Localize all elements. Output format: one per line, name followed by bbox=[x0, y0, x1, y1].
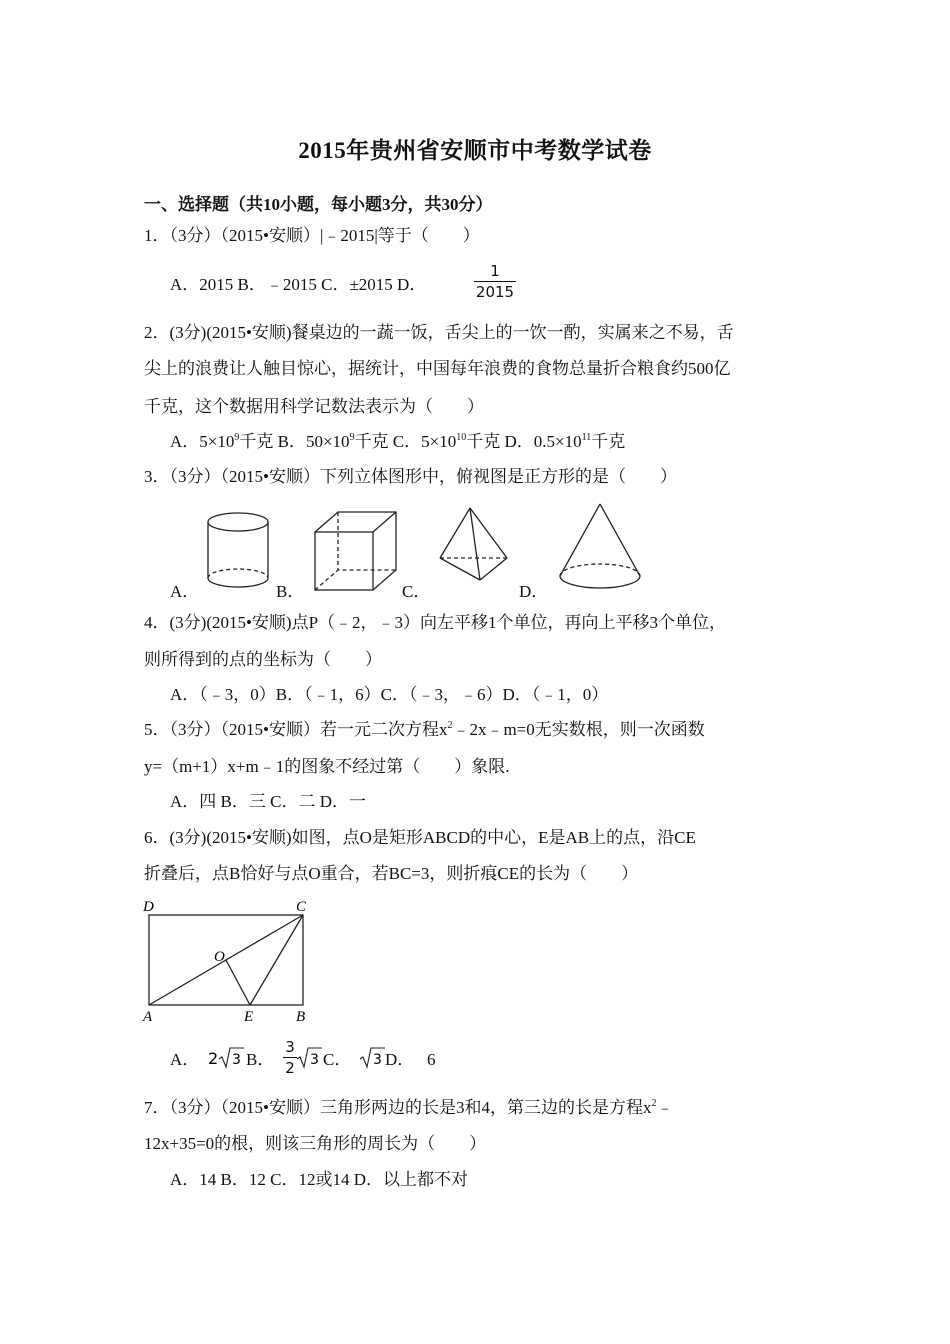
q7-line1 bbox=[144, 1096, 824, 1120]
q6-opt-b-label: B． bbox=[246, 1050, 275, 1069]
q1-stem: 1．（3分）（2015•安顺）|﹣2015|等于（ ） bbox=[144, 226, 480, 245]
q2-line1: 2．(3分)(2015•安顺)餐桌边的一蔬一饭，舌尖上的一饮一酌，实属来之不易，舌 bbox=[144, 323, 734, 342]
q3-solids-figure bbox=[195, 500, 655, 600]
q2-optD-tail: 千克 bbox=[591, 432, 626, 451]
q3-label-d: D． bbox=[519, 582, 549, 601]
q2-optD-exp: 11 bbox=[581, 432, 592, 443]
q5-line1-a: 5．（3分）（2015•安顺）若一元二次方程x bbox=[144, 720, 448, 739]
label-o: O bbox=[214, 949, 225, 965]
q2-line3: 千克，这个数据用科学记数法表示为（ ） bbox=[144, 397, 484, 416]
q6-line2: 折叠后，点B恰好与点O重合，若BC=3，则折痕CE的长为（ ） bbox=[144, 864, 639, 883]
q7-exp: 2 bbox=[651, 1098, 657, 1109]
pyramid-figure bbox=[440, 508, 507, 580]
q6-a-coef: 2 bbox=[208, 1049, 219, 1068]
q6-b-den: 2 bbox=[285, 1059, 295, 1077]
q1-frac-num: 1 bbox=[490, 262, 500, 280]
label-b: B bbox=[296, 1009, 306, 1025]
label-c: C bbox=[296, 899, 307, 915]
q5-options: A．四 B．三 C．二 D．一 bbox=[170, 792, 366, 811]
q6-b-num: 3 bbox=[285, 1038, 295, 1056]
q1-fraction bbox=[474, 262, 516, 301]
q6-opt-c-radical bbox=[359, 1044, 387, 1070]
q6-a-rad: 3 bbox=[232, 1052, 241, 1068]
q6-opt-a-math bbox=[206, 1044, 246, 1070]
label-d: D bbox=[143, 899, 154, 915]
q6-opt-d-value: 6 bbox=[427, 1050, 436, 1069]
q6-rectangle-figure bbox=[140, 895, 320, 1025]
q6-line1: 6．(3分)(2015•安顺)如图，点O是矩形ABCD的中心，E是AB上的点，沿CE bbox=[144, 828, 696, 847]
q4-line1: 4．(3分)(2015•安顺)点P（﹣2，﹣3）向左平移1个单位，再向上平移3个单位， bbox=[144, 613, 727, 632]
q3-label-a: A． bbox=[170, 582, 200, 601]
q7-line1-a: 7．（3分）（2015•安顺）三角形两边的长是3和4，第三边的长是方程x bbox=[144, 1098, 652, 1117]
q5-line1-b: ﹣2x﹣m=0无实数根，则一次函数 bbox=[452, 720, 705, 739]
cylinder-figure bbox=[208, 513, 268, 587]
q1-frac-den: 2015 bbox=[475, 283, 515, 301]
cube-figure bbox=[315, 512, 396, 590]
q7-line1-b: ﹣ bbox=[656, 1098, 674, 1117]
q2-optD: 千克 D．0.5×10 bbox=[466, 432, 582, 451]
q6-opt-d-label: D． bbox=[385, 1050, 415, 1069]
q6-opt-a-label: A． bbox=[170, 1050, 200, 1069]
q2-optB-exp: 9 bbox=[349, 432, 355, 443]
q2-optA-exp: 9 bbox=[234, 432, 240, 443]
section-heading: 一、选择题（共10小题，每小题3分，共30分） bbox=[144, 195, 493, 214]
q3-label-b: B． bbox=[276, 582, 305, 601]
segment-eo bbox=[226, 960, 250, 1005]
q5-line1 bbox=[144, 718, 824, 742]
q6-opt-b-radical bbox=[296, 1044, 324, 1070]
q2-optC: 千克 C．5×10 bbox=[354, 432, 457, 451]
q5-line2: y=（m+1）x+m﹣1的图象不经过第（ ）象限. bbox=[144, 757, 510, 776]
q2-optC-exp: 10 bbox=[456, 432, 467, 443]
q2-optA: A．5×10 bbox=[170, 432, 235, 451]
q6-b-fraction bbox=[283, 1038, 297, 1077]
q6-opt-c-label: C． bbox=[323, 1050, 352, 1069]
q1-options: A．2015 B．﹣2015 C．±2015 D． bbox=[170, 275, 427, 294]
q2-line2: 尖上的浪费让人触目惊心，据统计，中国每年浪费的食物总量折合粮食约500亿 bbox=[144, 359, 731, 378]
q7-options: A．14 B．12 C．12或14 D．以上都不对 bbox=[170, 1170, 468, 1189]
q5-exp: 2 bbox=[447, 720, 453, 731]
q2-optB: 千克 B．50×10 bbox=[239, 432, 350, 451]
cone-figure bbox=[560, 504, 640, 588]
q6-b-rad: 3 bbox=[310, 1052, 319, 1068]
label-e: E bbox=[244, 1009, 254, 1025]
q6-c-rad: 3 bbox=[373, 1052, 382, 1068]
crease-ce bbox=[250, 915, 303, 1005]
label-a: A bbox=[143, 1009, 153, 1025]
q3-stem: 3．（3分）（2015•安顺）下列立体图形中，俯视图是正方形的是（ ） bbox=[144, 467, 677, 486]
q2-options bbox=[170, 430, 625, 454]
page-title: 2015年贵州省安顺市中考数学试卷 bbox=[298, 138, 652, 163]
q4-line2: 则所得到的点的坐标为（ ） bbox=[144, 650, 382, 669]
q3-label-c: C． bbox=[402, 582, 431, 601]
q7-line2: 12x+35=0的根，则该三角形的周长为（ ） bbox=[144, 1134, 487, 1153]
q4-options: A．（﹣3，0）B．（﹣1，6）C．（﹣3，﹣6）D．（﹣1，0） bbox=[170, 685, 609, 704]
